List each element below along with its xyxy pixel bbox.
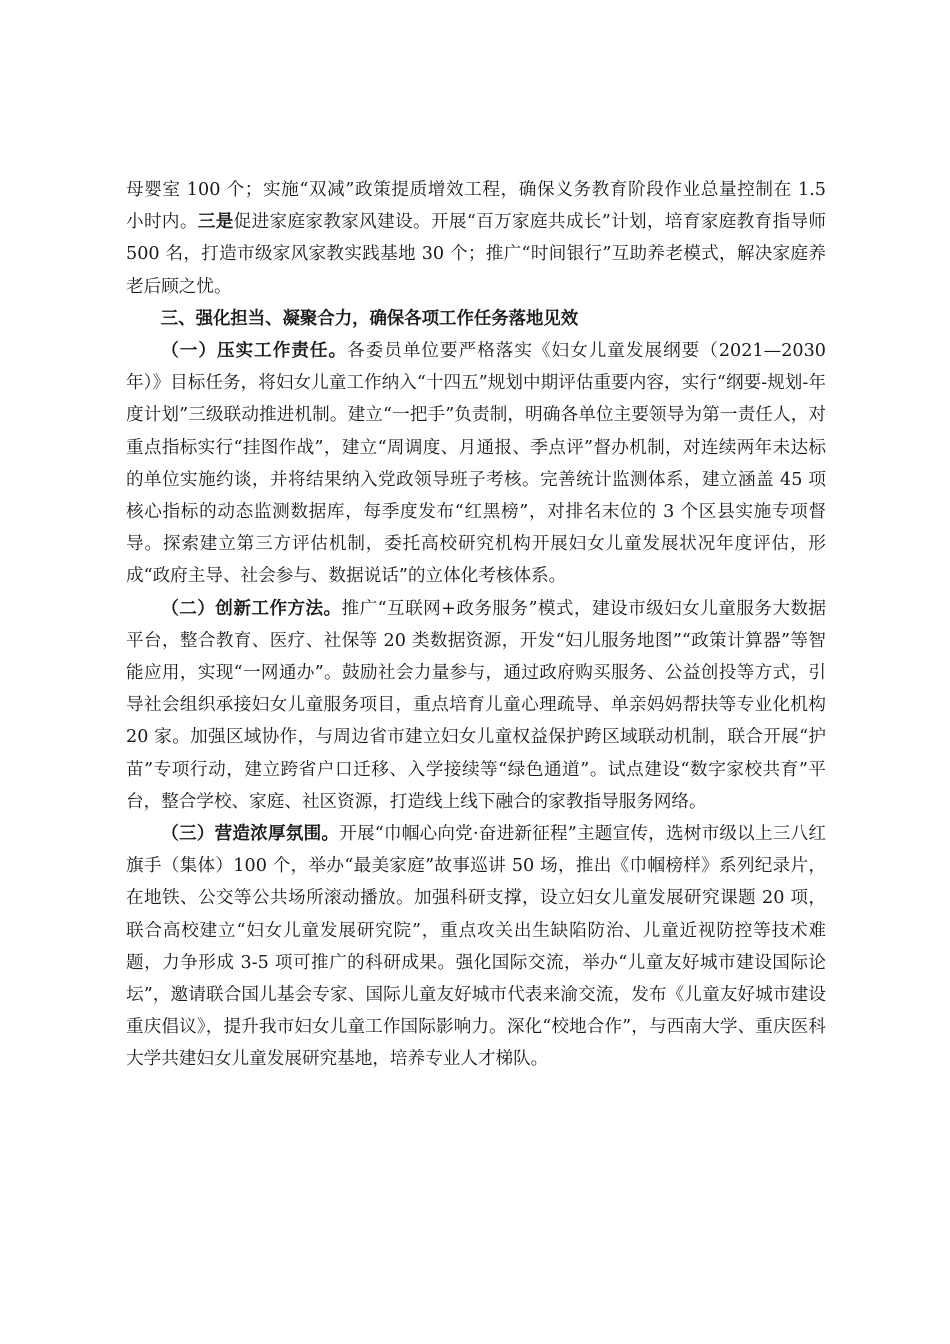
paragraph-continuation [126,174,826,303]
paragraph-lead: 三是 [197,212,234,233]
section-heading: 三、强化担当、凝聚合力，确保各项工作任务落地见效 [160,308,579,329]
document-body [126,174,826,1076]
paragraph-methods [126,593,826,818]
paragraph-lead: （三）营造浓厚氛围。 [161,824,340,845]
paragraph-lead: （一）压实工作责任。 [161,341,348,362]
paragraph-text: 各委员单位要严格落实《妇女儿童发展纲要（2021—2030 年）》目标任务，将妇女儿童工作纳入“十四五”规划中期评估重要内容，实行“纲要-规划-年度计划”三级联动推进机制。建立“一把手”负责制，明确各单位主要领导为第一责任人，对重点指标实行“挂图作战”，建立“周调度、月通报、季点评”督办机制，对连续两年未达标的单位实施约谈，并将结果纳入党政领导班子考核。完善统计监测体系，建立涵盖 45 项核心指标的动态监测数据库，每季度发布“红黑榜”，对排名末位的 3 个区县实施专项督导。探索建立第三方评估机制，委托高校研究机构开展妇女儿童发展状况年度评估，形成“政府主导、社会参与、数据说话”的立体化考核体系。 [126,341,826,587]
paragraph-text: 促进家庭家教家风建设。开展“百万家庭共成长”计划，培育家庭教育指导师 500 名，打造市级家风家教实践基地 30 个；推广“时间银行”互助养老模式，解决家庭养老后顾之忧。 [126,212,826,297]
paragraph-text: 开展“巾帼心向党·奋进新征程”主题宣传，选树市级以上三八红旗手（集体）100 个，举办“最美家庭”故事巡讲 50 场，推出《巾帼榜样》系列纪录片，在地铁、公交等公共场所滚动播放。加强科研支撑，设立妇女儿童发展研究课题 20 项，联合高校建立“妇女儿童发展研究院”，重点攻关出生缺陷防治、儿童近视防控等技术难题，力争形成 3-5 项可推广的科研成果。强化国际交流，举办“儿童友好城市建设国际论坛”，邀请联合国儿基会专家、国际儿童友好城市代表来渝交流，发布《儿童友好城市建设重庆倡议》，提升我市妇女儿童工作国际影响力。深化“校地合作”，与西南大学、重庆医科大学共建妇女儿童发展研究基地，培养专业人才梯队。 [126,824,826,1070]
paragraph-atmosphere [126,818,826,1076]
paragraph-text: 推广“互联网+政务服务”模式，建设市级妇女儿童服务大数据平台，整合教育、医疗、社保等 20 类数据资源，开发“妇儿服务地图”“政策计算器”等智能应用，实现“一网通办”。鼓励社会力量参与，通过政府购买服务、公益创投等方式，引导社会组织承接妇女儿童服务项目，重点培育儿童心理疏导、单亲妈妈帮扶等专业化机构 20 家。加强区域协作，与周边省市建立妇女儿童权益保护跨区域联动机制，联合开展“护苗”专项行动，建立跨省户口迁移、入学接续等“绿色通道”。试点建设“数字家校共育”平台，整合学校、家庭、社区资源，打造线上线下融合的家教指导服务网络。 [126,598,826,812]
paragraph-responsibility [126,335,826,593]
paragraph-text: 母婴室 100 个；实施“双减”政策提质增效工程，确保义务教育阶段作业总量控制在 1.5 小时内。 [126,180,826,233]
paragraph-lead: （二）创新工作方法。 [161,598,342,619]
